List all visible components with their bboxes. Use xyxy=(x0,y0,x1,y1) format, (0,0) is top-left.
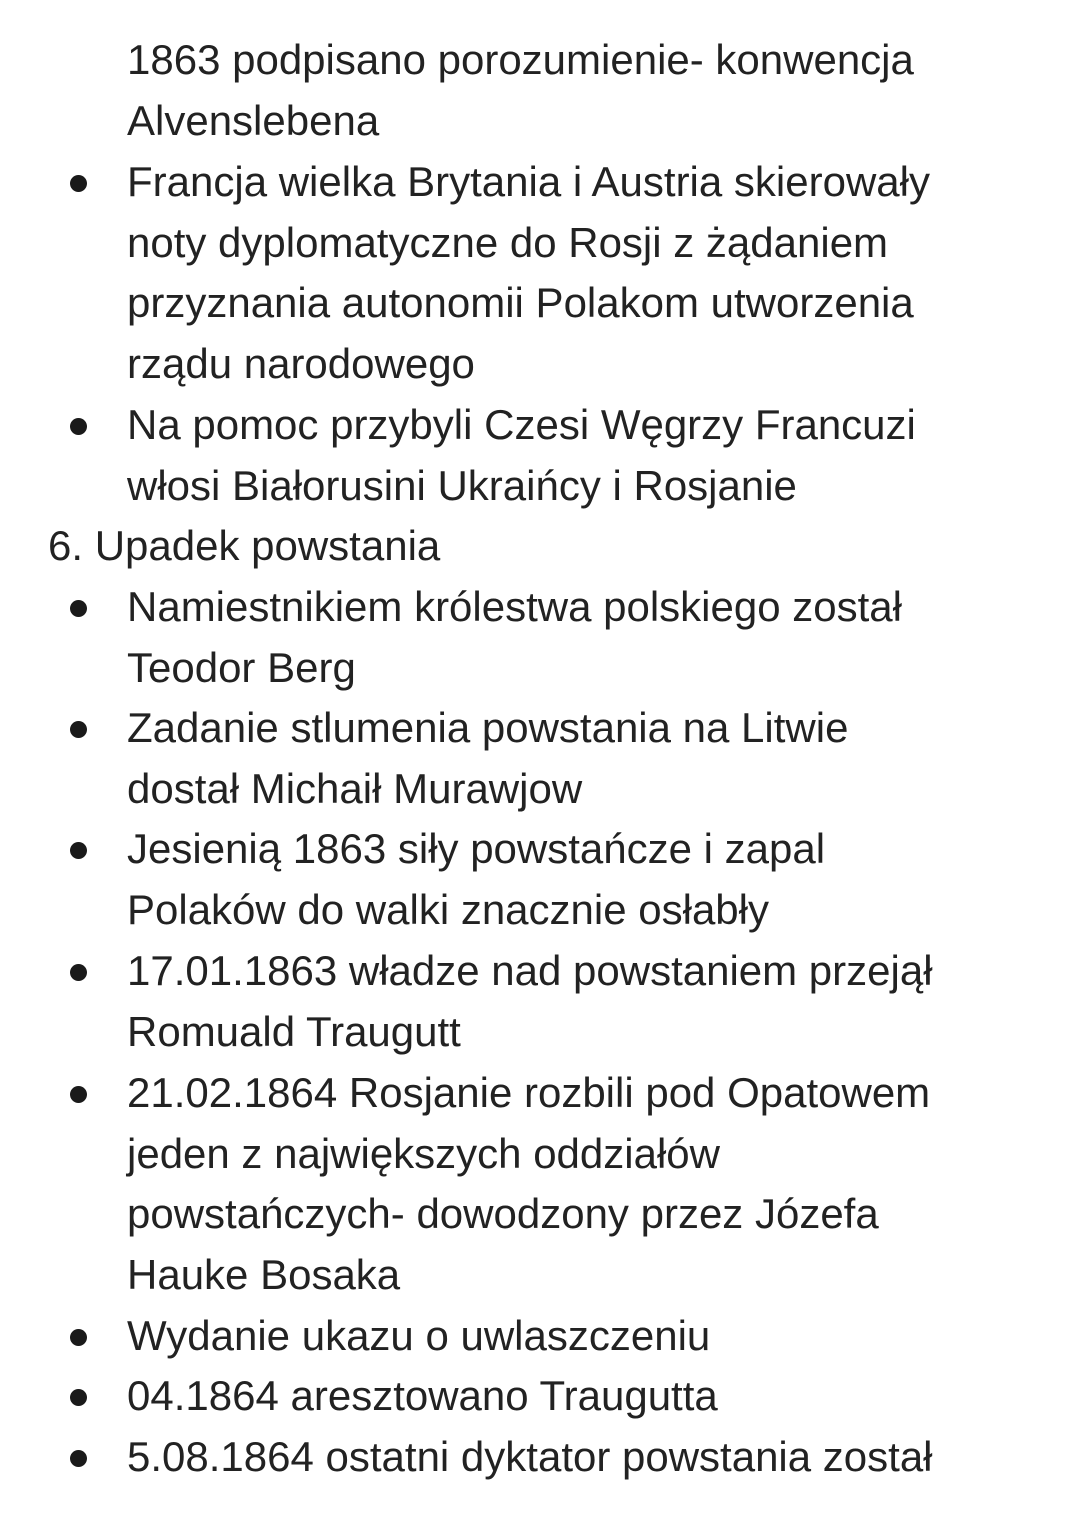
bullet-icon xyxy=(70,418,87,435)
list-item-line: Namiestnikiem królestwa polskiego został xyxy=(127,583,902,630)
list-item-line: Na pomoc przybyli Czesi Węgrzy Francuzi xyxy=(127,401,916,448)
list-item-line: włosi Białorusini Ukraińcy i Rosjanie xyxy=(127,462,797,509)
list-item-line: powstańczych- dowodzony przez Józefa xyxy=(127,1190,879,1237)
bullet-icon xyxy=(70,175,87,192)
list-item-line: noty dyplomatyczne do Rosji z żądaniem xyxy=(127,219,889,266)
bullet-icon xyxy=(70,964,87,981)
list-item-line: dostał Michaił Murawjow xyxy=(127,765,583,812)
bullet-icon xyxy=(70,1450,87,1467)
bullet-icon xyxy=(70,721,87,738)
bullet-icon xyxy=(70,1329,87,1346)
bullet-icon xyxy=(70,600,87,617)
list-item-line: 04.1864 aresztowano Traugutta xyxy=(127,1372,718,1419)
list-item-line: Teodor Berg xyxy=(127,644,356,691)
list-item-line: Romuald Traugutt xyxy=(127,1008,461,1055)
list-item-line: Francja wielka Brytania i Austria skierowały xyxy=(127,158,930,205)
list-item-line: Hauke Bosaka xyxy=(127,1251,401,1298)
bullet-icon xyxy=(70,1086,87,1103)
list-item-line: 5.08.1864 ostatni dyktator powstania został xyxy=(127,1433,933,1480)
list-item-line: Jesienią 1863 siły powstańcze i zapal xyxy=(127,825,826,872)
list-item-line: przyznania autonomii Polakom utworzenia xyxy=(127,279,914,326)
list-item-line: rządu narodowego xyxy=(127,340,475,387)
list-item-line: Zadanie stlumenia powstania na Litwie xyxy=(127,704,849,751)
list-item-line: Wydanie ukazu o uwlaszczeniu xyxy=(127,1312,711,1359)
list-item-line: 21.02.1864 Rosjanie rozbili pod Opatowem xyxy=(127,1069,931,1116)
section-heading: 6. Upadek powstania xyxy=(48,522,441,569)
list-item-line: 17.01.1863 władze nad powstaniem przejął xyxy=(127,947,933,994)
intro-line: Alvenslebena xyxy=(127,97,380,144)
bullet-icon xyxy=(70,1389,87,1406)
list-item-line: jeden z największych oddziałów xyxy=(127,1130,720,1177)
intro-line: 1863 podpisano porozumienie- konwencja xyxy=(127,36,914,83)
list-item-line: Polaków do walki znacznie osłabły xyxy=(127,886,769,933)
bullet-icon xyxy=(70,842,87,859)
